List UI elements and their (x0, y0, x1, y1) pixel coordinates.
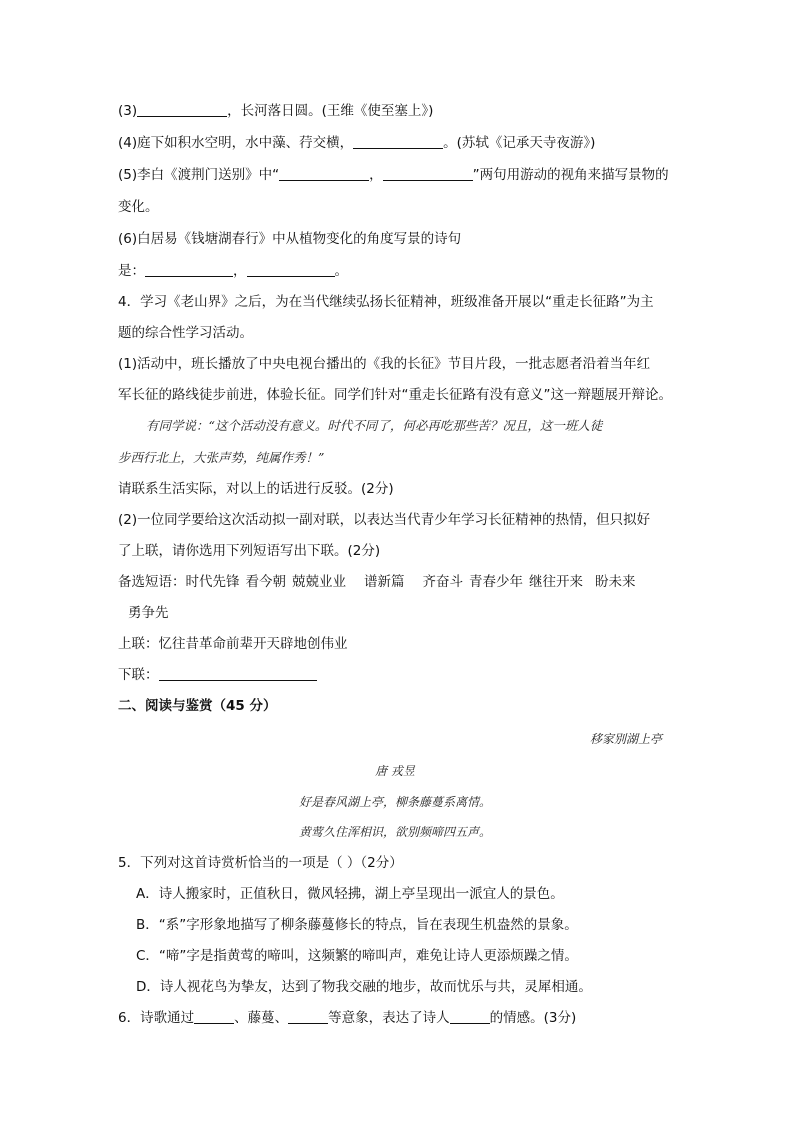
item-text: (5)李白《渡荆门送别》中“ (118, 167, 280, 183)
q6-text: 6．诗歌通过 (118, 1010, 195, 1026)
q6-text: 的情感。(3分) (489, 1010, 577, 1026)
upper-text: 忆往昔革命前辈开天辟地创伟业 (158, 636, 348, 652)
answer-blank[interactable] (137, 102, 227, 117)
lower-label: 下联： (118, 667, 159, 683)
phrase: 盼未来 (595, 574, 636, 590)
poem-author: 唐 戎昱 (375, 764, 415, 778)
comma: ， (233, 263, 247, 279)
answer-blank[interactable] (159, 666, 317, 681)
q4-part1: (1)活动中，班长播放了中央电视台播出的《我的长征》节目片段，一批志愿者沿着当年红 (118, 356, 651, 372)
fill-item-5-cont: 变化。 (118, 199, 159, 215)
fill-item-4 (118, 133, 595, 153)
q6-text: 等意象，表达了诗人 (328, 1010, 450, 1026)
fill-item-6-answer (118, 261, 348, 281)
answer-blank[interactable] (288, 1009, 328, 1024)
phrase-list-cont (128, 603, 169, 623)
q6-stem (118, 1008, 576, 1028)
q4-part1-cont: 军长征的路线徒步前进，体验长征。同学们针对“重走长征路有没有意义”这一辩题展开辩论。 (118, 387, 672, 403)
phrase: 谱新篇 (364, 574, 405, 590)
phrase: 继往开来 (529, 574, 583, 590)
item-source: 。(苏轼《记承天寺夜游》) (443, 135, 596, 151)
item-number: (3) (118, 103, 138, 119)
phrase: 看今朝 (245, 574, 286, 590)
phrase: 青春少年 (469, 574, 523, 590)
option-d[interactable]: D．诗人视花鸟为挚友，达到了物我交融的地步，故而忧乐与共，灵犀相通。 (136, 979, 592, 995)
item-text: ，长河落日圆。(王维《使至塞上》) (227, 103, 434, 119)
quote-text-cont: 步西行北上，大张声势，纯属作秀！” (118, 450, 325, 465)
phrase: 时代先锋 (185, 574, 240, 590)
poem-line: 黄莺久住浑相识，欲别频啼四五声。 (298, 825, 492, 839)
answer-blank[interactable] (145, 262, 233, 277)
item-text: (4)庭下如积水空明，水中藻、荇交横， (118, 135, 354, 151)
item-text: 是： (118, 263, 145, 279)
q4-stem: 4．学习《老山界》之后，为在当代继续弘扬长征精神，班级准备开展以“重走长征路”为主 (118, 294, 654, 310)
answer-blank[interactable] (194, 1009, 234, 1024)
quote-text: 有同学说：“这个活动没有意义。时代不同了，何必再吃那些苦？况且，这一班人徒 (146, 418, 603, 433)
phrase-list (118, 572, 636, 592)
answer-blank[interactable] (247, 262, 335, 277)
lower-couplet (118, 665, 317, 685)
comma: ， (369, 167, 383, 183)
upper-couplet (118, 634, 348, 654)
answer-blank[interactable] (450, 1009, 490, 1024)
q4-part2: (2)一位同学要给这次活动拟一副对联，以表达当代青少年学习长征精神的热情，但只拟好 (118, 512, 651, 528)
section-title: 二、阅读与鉴赏（45 分） (118, 698, 277, 714)
phrases-label: 备选短语： (118, 574, 186, 590)
q4-part1-task: 请联系生活实际，对以上的话进行反驳。(2分) (118, 481, 394, 497)
upper-label: 上联： (118, 636, 159, 652)
fill-item-3 (118, 101, 433, 121)
period: 。 (334, 263, 348, 279)
q6-text: 、藤蔓、 (234, 1010, 289, 1026)
option-c[interactable]: C．“啼”字是指黄莺的啼叫，这频繁的啼叫声，难免让诗人更添烦躁之情。 (136, 948, 578, 964)
fill-item-6: (6)白居易《钱塘湖春行》中从植物变化的角度写景的诗句 (118, 231, 462, 247)
option-b[interactable]: B．“系”字形象地描写了柳条藤蔓修长的特点，旨在表现生机盎然的景象。 (136, 917, 578, 933)
phrase: 兢兢业业 (292, 574, 346, 590)
phrase: 勇争先 (128, 605, 169, 621)
answer-blank[interactable] (383, 166, 473, 181)
option-a[interactable]: A．诗人搬家时，正值秋日，微风轻拂，湖上亭呈现出一派宜人的景色。 (136, 886, 564, 902)
q5-stem: 5．下列对这首诗赏析恰当的一项是（ ）（2分） (118, 855, 403, 871)
fill-item-5 (118, 165, 669, 185)
item-text: ”两句用游动的视角来描写景物的 (472, 167, 669, 183)
poem-title: 移家别湖上亭 (589, 732, 662, 746)
poem-line: 好是春风湖上亭，柳条藤蔓系离情。 (298, 795, 492, 809)
q4-part2-cont: 了上联，请你选用下列短语写出下联。(2分) (118, 543, 381, 559)
q4-stem-cont: 题的综合性学习活动。 (118, 325, 253, 341)
answer-blank[interactable] (353, 134, 443, 149)
answer-blank[interactable] (279, 166, 369, 181)
phrase: 齐奋斗 (422, 574, 463, 590)
